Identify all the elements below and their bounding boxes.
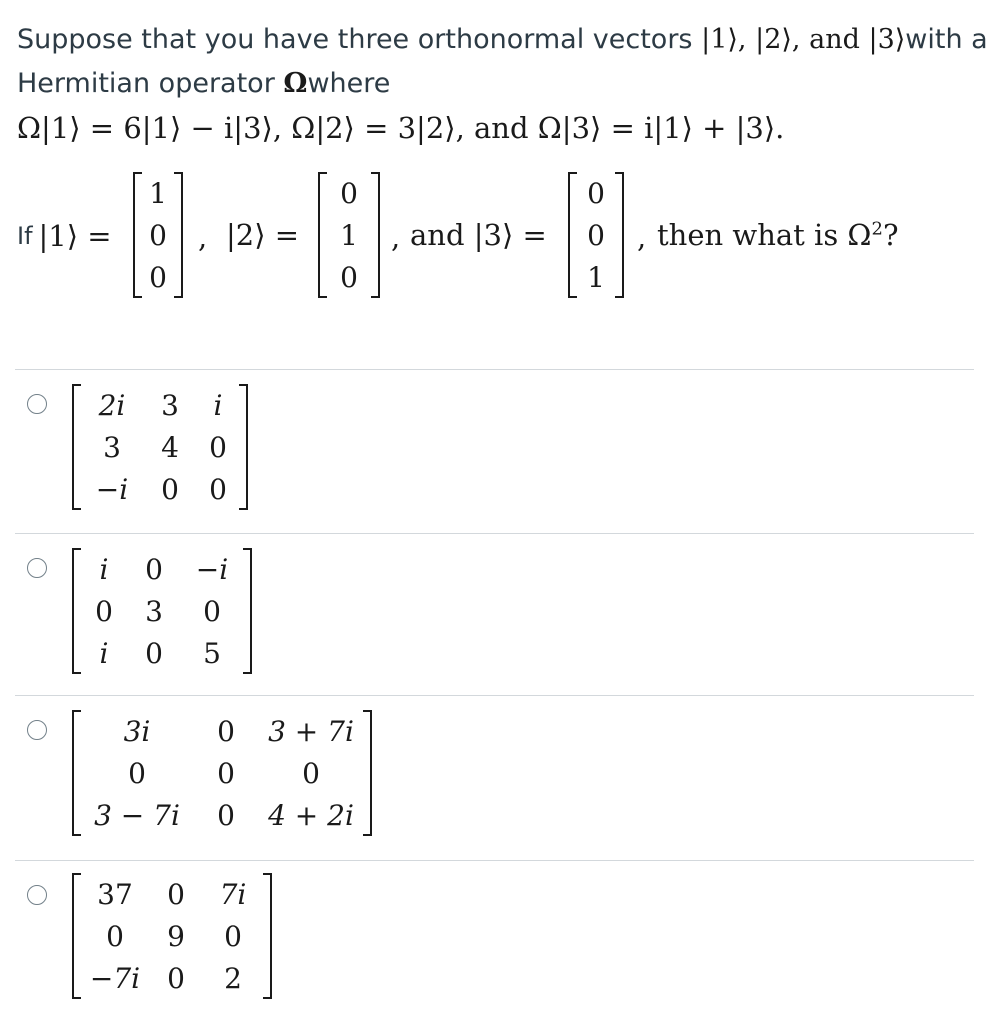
question-line1-tail: with a	[905, 24, 988, 55]
ket-2: |2⟩	[755, 24, 792, 55]
vector-entry: 0	[149, 260, 167, 294]
question-intro-text: Suppose that you have three orthonormal vectors	[17, 24, 693, 55]
matrix-cell: 3 + 7i	[268, 714, 354, 748]
omega-symbol: Ω	[283, 68, 308, 99]
matrix-cell: 0	[167, 877, 185, 911]
vector-entry: 1	[587, 260, 605, 294]
separator: ,	[791, 24, 801, 55]
answer-option-4[interactable]	[0, 861, 974, 1024]
matrix-cell: 4 + 2i	[268, 798, 354, 832]
vector-entry: 0	[340, 176, 358, 210]
matrix-cell: 0	[217, 798, 235, 832]
matrix-cell: 0	[106, 919, 124, 953]
radio-button[interactable]	[27, 394, 47, 414]
matrix-cell: −7i	[89, 961, 141, 995]
matrix-cell: i	[99, 636, 109, 670]
option-matrix	[72, 873, 272, 999]
where-text: where	[307, 68, 391, 99]
matrix-cell: 0	[95, 594, 113, 628]
matrix-cell: 0	[203, 594, 221, 628]
matrix-cell: 3 − 7i	[94, 798, 180, 832]
matrix-cell: 0	[145, 636, 163, 670]
squared-exponent: 2	[871, 218, 883, 240]
basis-vector-definitions	[17, 218, 112, 254]
matrix-cell: 2i	[98, 388, 126, 422]
if-text: If	[17, 222, 33, 250]
vector-entry: 1	[340, 218, 358, 252]
radio-button[interactable]	[27, 558, 47, 578]
comma: ,	[637, 220, 647, 254]
matrix-cell: 0	[161, 472, 179, 506]
matrix-cell: 0	[302, 756, 320, 790]
answer-option-1[interactable]	[0, 370, 974, 533]
option-matrix	[72, 548, 252, 674]
matrix-cell: 0	[217, 756, 235, 790]
matrix-cell: 37	[97, 877, 133, 911]
separator: ,	[737, 24, 747, 55]
option-matrix	[72, 710, 372, 836]
vector-entry: 1	[149, 176, 167, 210]
basis-vector-2	[318, 172, 380, 298]
comma: ,	[391, 220, 401, 254]
matrix-cell: 3	[161, 388, 179, 422]
ket-3: |3⟩	[868, 24, 906, 55]
matrix-cell: −i	[95, 472, 129, 506]
radio-button[interactable]	[27, 720, 47, 740]
comma: ,	[198, 220, 208, 254]
vector-entry: 0	[149, 218, 167, 252]
matrix-cell: 9	[167, 919, 185, 953]
matrix-cell: 3	[145, 594, 163, 628]
matrix-cell: −i	[195, 552, 229, 586]
basis-vector-1	[133, 172, 183, 298]
and-ket3: and |3⟩ =	[410, 218, 547, 252]
matrix-cell: 0	[224, 919, 242, 953]
vector-entry: 0	[587, 218, 605, 252]
ket-1: |1⟩	[701, 24, 738, 55]
matrix-cell: i	[213, 388, 223, 422]
matrix-cell: 0	[128, 756, 146, 790]
if-ket1: |1⟩ =	[38, 219, 112, 253]
question-line-1	[17, 22, 988, 58]
matrix-cell: 0	[145, 552, 163, 586]
matrix-cell: 3	[103, 430, 121, 464]
matrix-cell: 0	[209, 472, 227, 506]
and-word: and	[809, 24, 860, 55]
matrix-cell: 4	[161, 430, 179, 464]
option-matrix	[72, 384, 248, 510]
answer-option-3[interactable]	[0, 696, 974, 860]
matrix-cell: 0	[217, 714, 235, 748]
answer-option-2[interactable]	[0, 534, 974, 695]
basis-vector-3	[568, 172, 624, 298]
hermitian-text: Hermitian operator	[17, 68, 275, 99]
matrix-cell: 0	[209, 430, 227, 464]
matrix-cell: 5	[203, 636, 221, 670]
matrix-cell: 2	[224, 961, 242, 995]
then-question	[657, 218, 899, 252]
then-text: then what is Ω	[657, 218, 872, 252]
matrix-cell: i	[99, 552, 109, 586]
vector-entry: 0	[340, 260, 358, 294]
if-ket2: |2⟩ =	[226, 218, 300, 252]
vector-entry: 0	[587, 176, 605, 210]
question-line-2	[17, 66, 390, 102]
matrix-cell: 3i	[123, 714, 151, 748]
operator-definition: Ω|1⟩ = 6|1⟩ − i|3⟩, Ω|2⟩ = 3|2⟩, and Ω|3⟩ = i|1⟩ + |3⟩.	[17, 111, 785, 145]
matrix-cell: 7i	[219, 877, 247, 911]
radio-button[interactable]	[27, 885, 47, 905]
question-mark: ?	[882, 218, 899, 252]
matrix-cell: 0	[167, 961, 185, 995]
